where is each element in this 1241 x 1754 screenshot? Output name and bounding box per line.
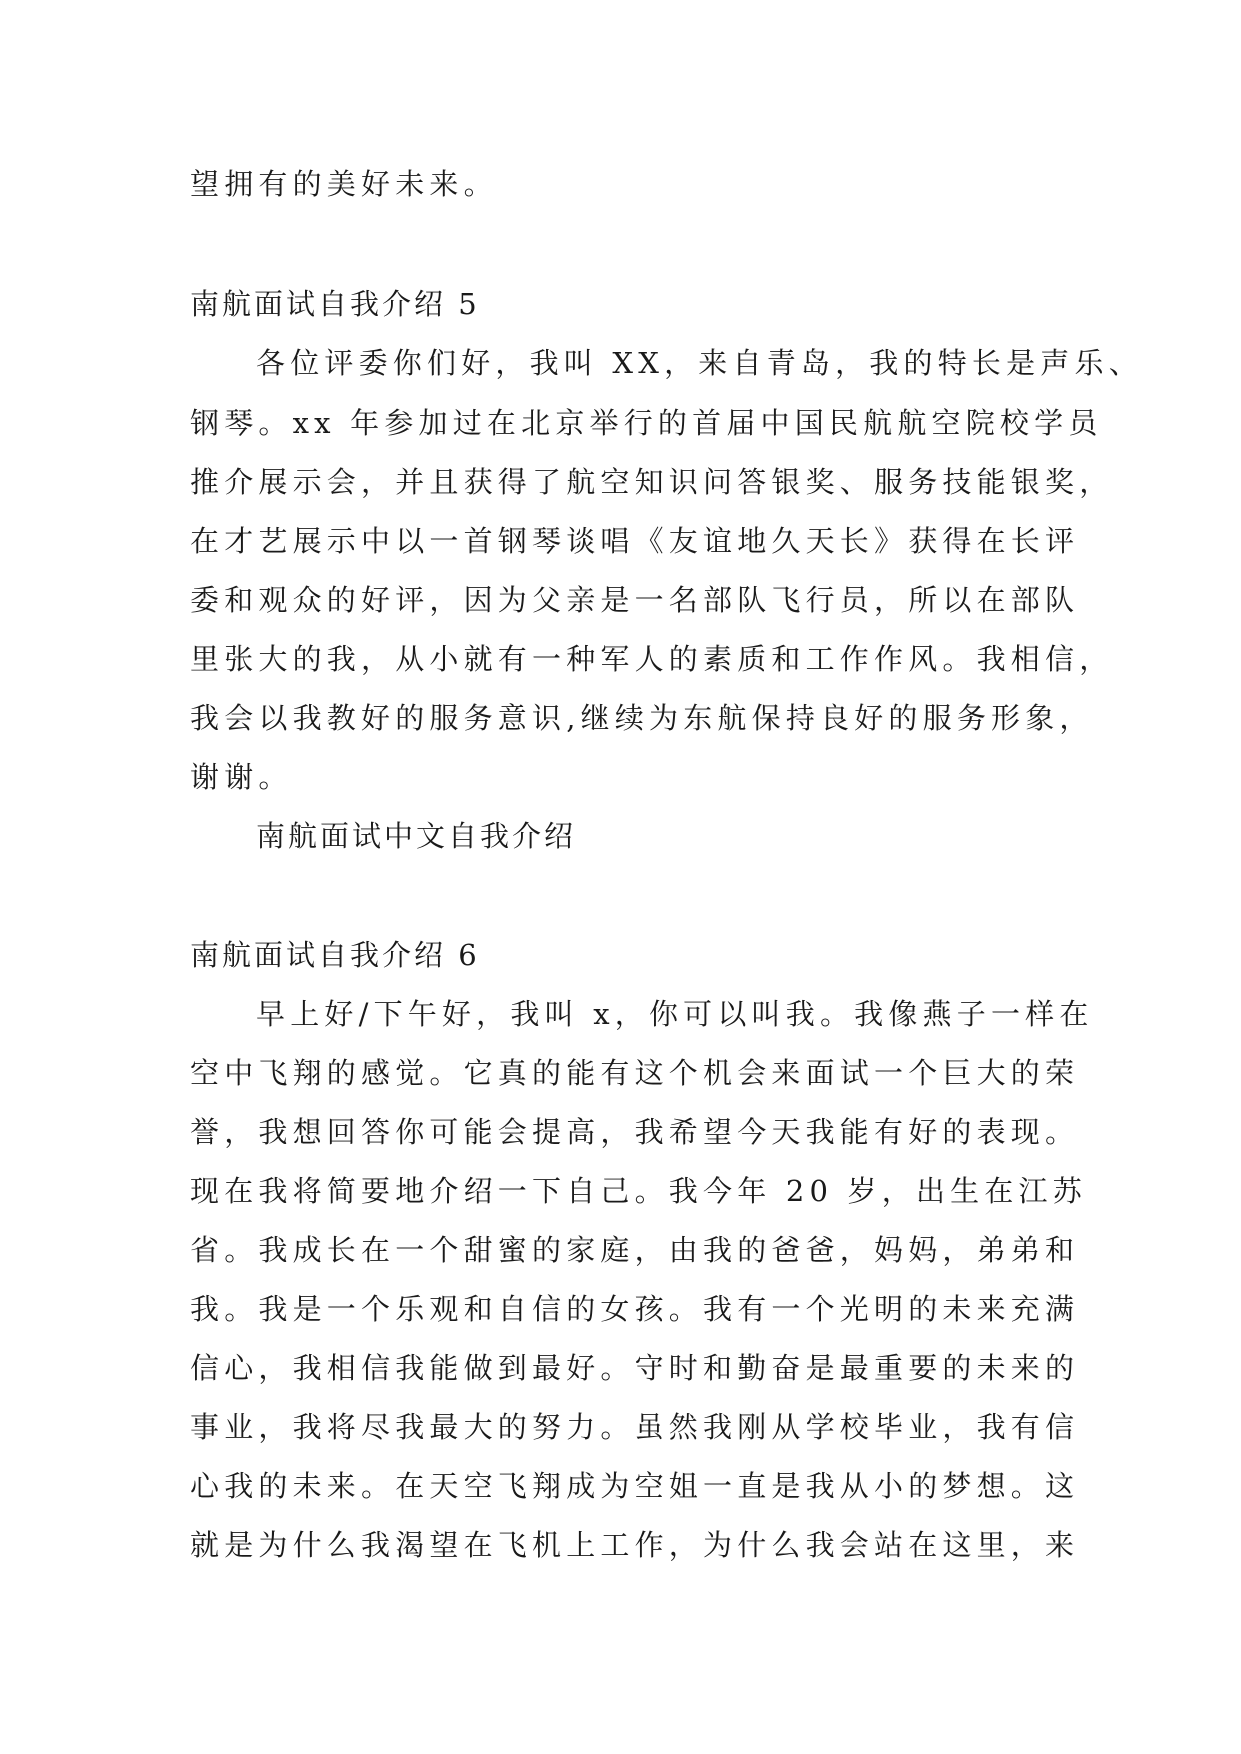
paragraph-5-line: 谢谢。 xyxy=(190,760,293,794)
paragraph-6-line: 空中飞翔的感觉。它真的能有这个机会来面试一个巨大的荣 xyxy=(190,1056,1080,1090)
paragraph-6-line: 省。我成长在一个甜蜜的家庭，由我的爸爸，妈妈，弟弟和 xyxy=(190,1233,1080,1267)
paragraph-6-line: 就是为什么我渴望在飞机上工作，为什么我会站在这里，来 xyxy=(190,1528,1080,1562)
paragraph-5-line: 里张大的我，从小就有一种军人的素质和工作作风。我相信， xyxy=(190,642,1114,676)
paragraph-6-line: 誉，我想回答你可能会提高，我希望今天我能有好的表现。 xyxy=(190,1115,1080,1149)
paragraph-5-line: 在才艺展示中以一首钢琴谈唱《友谊地久天长》获得在长评 xyxy=(190,524,1080,558)
subtitle-line: 南航面试中文自我介绍 xyxy=(256,819,577,853)
closing-text-line: 望拥有的美好未来。 xyxy=(190,167,498,201)
section-heading-6: 南航面试自我介绍 6 xyxy=(190,938,480,972)
paragraph-6-line: 现在我将简要地介绍一下自己。我今年 20 岁，出生在江苏 xyxy=(190,1174,1087,1208)
paragraph-5-line: 推介展示会，并且获得了航空知识问答银奖、服务技能银奖， xyxy=(190,465,1114,499)
paragraph-5-line: 委和观众的好评，因为父亲是一名部队飞行员，所以在部队 xyxy=(190,583,1080,617)
paragraph-6-line: 心我的未来。在天空飞翔成为空姐一直是我从小的梦想。这 xyxy=(190,1469,1080,1503)
paragraph-5-line: 各位评委你们好，我叫 XX，来自青岛，我的特长是声乐、 xyxy=(256,346,1143,380)
section-heading-5: 南航面试自我介绍 5 xyxy=(190,287,480,321)
paragraph-6-line: 事业，我将尽我最大的努力。虽然我刚从学校毕业，我有信 xyxy=(190,1410,1080,1444)
paragraph-5-line: 钢琴。xx 年参加过在北京举行的首届中国民航航空院校学员 xyxy=(190,406,1103,440)
paragraph-6-line: 我。我是一个乐观和自信的女孩。我有一个光明的未来充满 xyxy=(190,1292,1080,1326)
paragraph-6-line: 早上好/下午好，我叫 x，你可以叫我。我像燕子一样在 xyxy=(256,997,1094,1031)
paragraph-6-line: 信心，我相信我能做到最好。守时和勤奋是最重要的未来的 xyxy=(190,1351,1080,1385)
paragraph-5-line: 我会以我教好的服务意识,继续为东航保持良好的服务形象， xyxy=(190,701,1094,735)
